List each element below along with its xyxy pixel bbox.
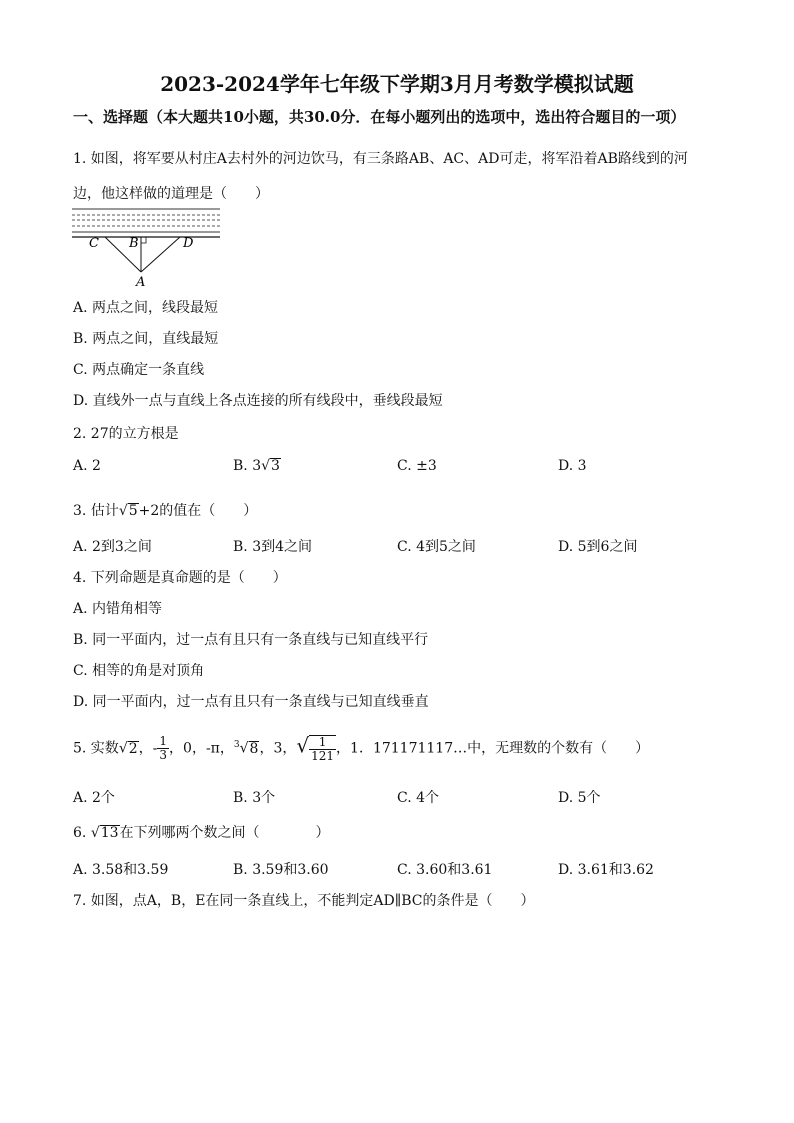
q4-option-a: A. 内错角相等 — [73, 601, 163, 617]
q5-separator: ，- — [138, 740, 158, 757]
q3-stem — [73, 500, 257, 520]
q1-fig-label-c: C — [89, 236, 99, 251]
q2-option-d: D. 3 — [558, 458, 587, 474]
radical-sign: √ — [239, 740, 249, 757]
q5-fraction-2-numerator: 1 — [309, 736, 336, 750]
q5-stem-suffix: ，1．171171117…中，无理数的个数有（ ） — [336, 740, 650, 757]
radical-sign: √ — [118, 503, 128, 519]
q3-option-b: B. 3到4之间 — [233, 539, 313, 555]
q1-stem-line2: 边，他这样做的道理是（ ） — [73, 186, 269, 202]
q5-fraction-numerator: 1 — [159, 734, 168, 749]
q4-option-b: B. 同一平面内，过一点有且只有一条直线与已知直线平行 — [73, 632, 429, 648]
q5-cbrt-radicand: 8 — [249, 740, 259, 757]
q6-stem-suffix: 在下列哪两个数之间（ ） — [119, 825, 330, 841]
q5-fraction — [157, 735, 169, 762]
q5-fraction-denominator: 3 — [159, 748, 168, 763]
radical-sign: √ — [296, 733, 310, 758]
q5-fraction-sqrt — [309, 735, 336, 763]
q5-option-d: D. 5个 — [558, 790, 601, 806]
q2-stem: 2. 27的立方根是 — [73, 426, 179, 442]
q1-fig-label-d: D — [183, 236, 194, 251]
q1-option-c: C. 两点确定一条直线 — [73, 362, 205, 378]
q3-option-a: A. 2到3之间 — [73, 539, 152, 555]
q5-option-a: A. 2个 — [73, 790, 115, 806]
q3-option-d: D. 5到6之间 — [558, 539, 638, 555]
q2-option-b-prefix: B. 3 — [233, 458, 262, 474]
section-heading: 一、选择题（本大题共10小题，共30.0分．在每小题列出的选项中，选出符合题目的一项） — [73, 108, 686, 126]
radical-sign: √ — [90, 825, 100, 841]
q1-fig-label-b: B — [129, 236, 139, 251]
q1-option-a: A. 两点之间，线段最短 — [73, 300, 219, 316]
q5-middle-2: ，3， — [259, 740, 297, 757]
q6-stem — [73, 822, 330, 842]
q1-stem-line1: 1. 如图，将军要从村庄A去村外的河边饮马，有三条路AB、AC、AD可走，将军沿着AB路线到的河 — [73, 151, 688, 167]
q5-radicand-1: 2 — [128, 740, 138, 757]
q5-fraction-2-denominator: 121 — [311, 748, 335, 763]
q6-option-d: D. 3.61和3.62 — [558, 862, 654, 878]
q2-option-a: A. 2 — [73, 458, 101, 474]
q1-option-d: D. 直线外一点与直线上各点连接的所有线段中，垂线段最短 — [73, 393, 443, 409]
radical-sign: √ — [118, 740, 128, 757]
q3-stem-prefix: 3. 估计 — [73, 503, 119, 519]
q2-option-c: C. ±3 — [397, 458, 437, 474]
q3-stem-suffix: +2的值在（ ） — [138, 503, 258, 519]
q2-option-b-radicand: 3 — [271, 458, 280, 474]
q3-option-c: C. 4到5之间 — [397, 539, 476, 555]
q5-stem — [73, 730, 649, 764]
q6-option-c: C. 3.60和3.61 — [397, 862, 493, 878]
q5-middle: ，0，-π， — [169, 740, 234, 757]
q5-option-b: B. 3个 — [233, 790, 276, 806]
q6-option-b: B. 3.59和3.60 — [233, 862, 329, 878]
q3-radicand: 5 — [128, 503, 138, 519]
q5-stem-prefix: 5. 实数 — [73, 740, 119, 757]
q4-option-d: D. 同一平面内，过一点有且只有一条直线与已知直线垂直 — [73, 694, 429, 710]
q2-option-b — [233, 458, 281, 474]
q1-fig-label-a: A — [136, 275, 146, 288]
page-title: 2023-2024学年七年级下学期3月月考数学模拟试题 — [160, 72, 634, 96]
q7-stem: 7. 如图，点A，B，E在同一条直线上，不能判定AD∥BC的条件是（ ） — [73, 893, 535, 909]
q4-option-c: C. 相等的角是对顶角 — [73, 663, 205, 679]
q6-option-a: A. 3.58和3.59 — [73, 862, 169, 878]
q4-stem: 4. 下列命题是真命题的是（ ） — [73, 570, 287, 586]
q5-cbrt-index: 3 — [233, 740, 240, 750]
q6-radicand: 13 — [100, 825, 119, 841]
q1-figure — [70, 206, 222, 288]
q1-option-b: B. 两点之间，直线最短 — [73, 331, 219, 347]
radical-sign: √ — [261, 458, 271, 474]
q6-stem-prefix: 6. — [73, 825, 91, 841]
q5-option-c: C. 4个 — [397, 790, 440, 806]
